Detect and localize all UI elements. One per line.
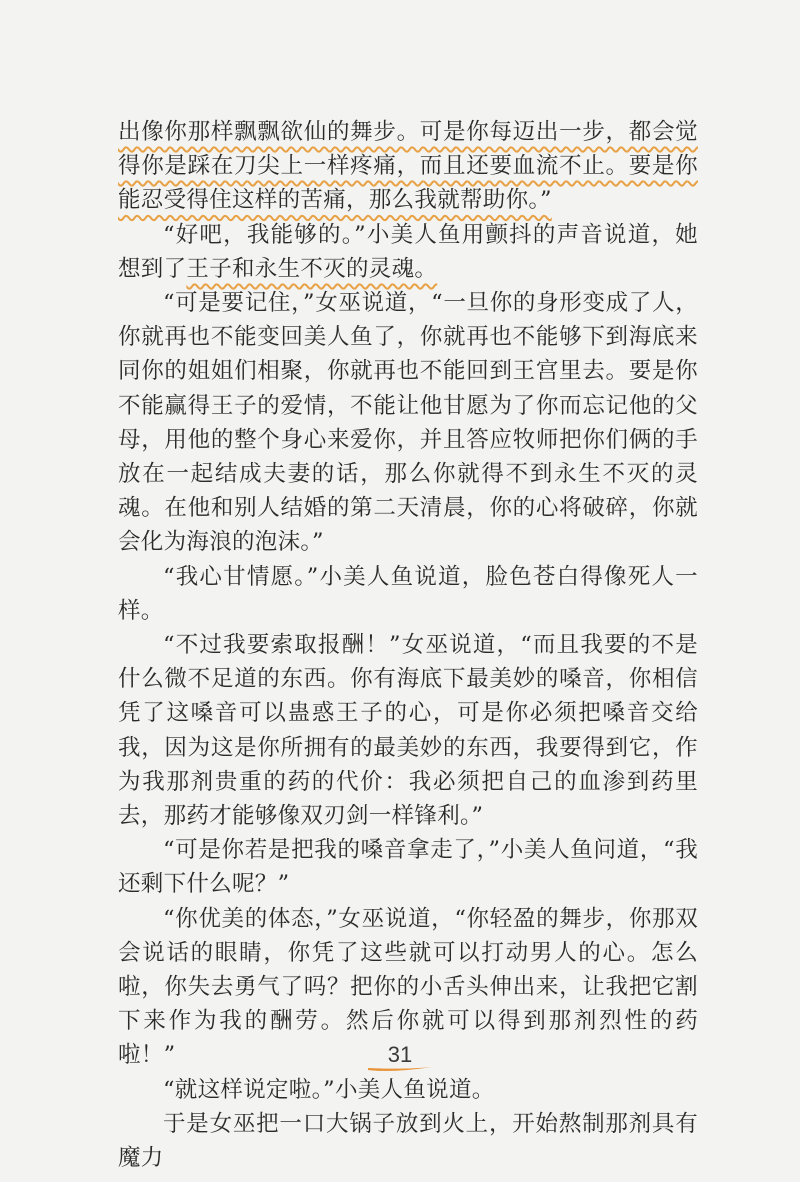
paragraph-9: 于是女巫把一口大锅子放到火上，开始熬制那剂具有魔力 [118,1110,698,1172]
paragraph-text: “好吧，我能够的。”小美人鱼用颤抖的声音说道，她想到了 [118,221,698,282]
paragraph-6: “可是你若是把我的嗓音拿走了，”小美人鱼问道，“我还剩下什么呢？” [118,837,698,898]
paragraph-4: “我心甘情愿。”小美人鱼说道，脸色苍白得像死人一样。 [118,563,698,624]
paragraph-8: “就这样说定啦。”小美人鱼说道。 [163,1076,495,1103]
highlighted-text: 出像你那样飘飘欲仙的舞步。可是你每迈出一步，都会觉得你是踩在刀尖上一样疼痛，而且还要血流不止。要是你能忍受得住这样的苦痛，那么我就帮助你。” [118,119,698,214]
page-number-swoosh-icon [366,1064,434,1074]
paragraph-3: “可是要记住，”女巫说道，“一旦你的身形变成了人，你就再也不能变回美人鱼了，你就再也不能够下到海底来同你的姐姐们相聚，你就再也不能回到王宫里去。要是你不能赢得王子的爱情，不能让他甘愿为了你而忘记他的父母，用他的整个身心来爱你，并且答应牧师把你们俩的手放在一起结成夫妻的话，那么你就得不到永生不灭的灵魂。在他和别人结婚的第二天清晨，你的心将破碎，你就会化为海浪的泡沫。” [118,290,698,556]
paragraph-5: “不过我要索取报酬！”女巫说道，“而且我要的不是什么微不足道的东西。你有海底下最美妙的嗓音，你相信凭了这嗓音可以蛊惑王子的心，可是你必须把嗓音交给我，因为这是你所拥有的最美妙的东西，我要得到它，作为我那剂贵重的药的代价：我必须把自己的血渗到药里去，那药才能够像双刃剑一样锋利。” [118,632,698,830]
page-number: 31 [387,1042,413,1067]
highlighted-text: 王子和永生不灭的灵魂。 [186,255,438,282]
paragraph-1 [118,115,698,218]
paragraph-2 [118,218,698,286]
paragraph-7: “你优美的体态，”女巫说道，“你轻盈的舞步，你那双会说话的眼睛，你凭了这些就可以打动男人的心。怎么啦，你失去勇气了吗？把你的小舌头伸出来，让我把它割下来作为我的酬劳。然后你就可以得到那剂烈性的药啦！” [118,905,698,1069]
page-body [118,115,698,1175]
